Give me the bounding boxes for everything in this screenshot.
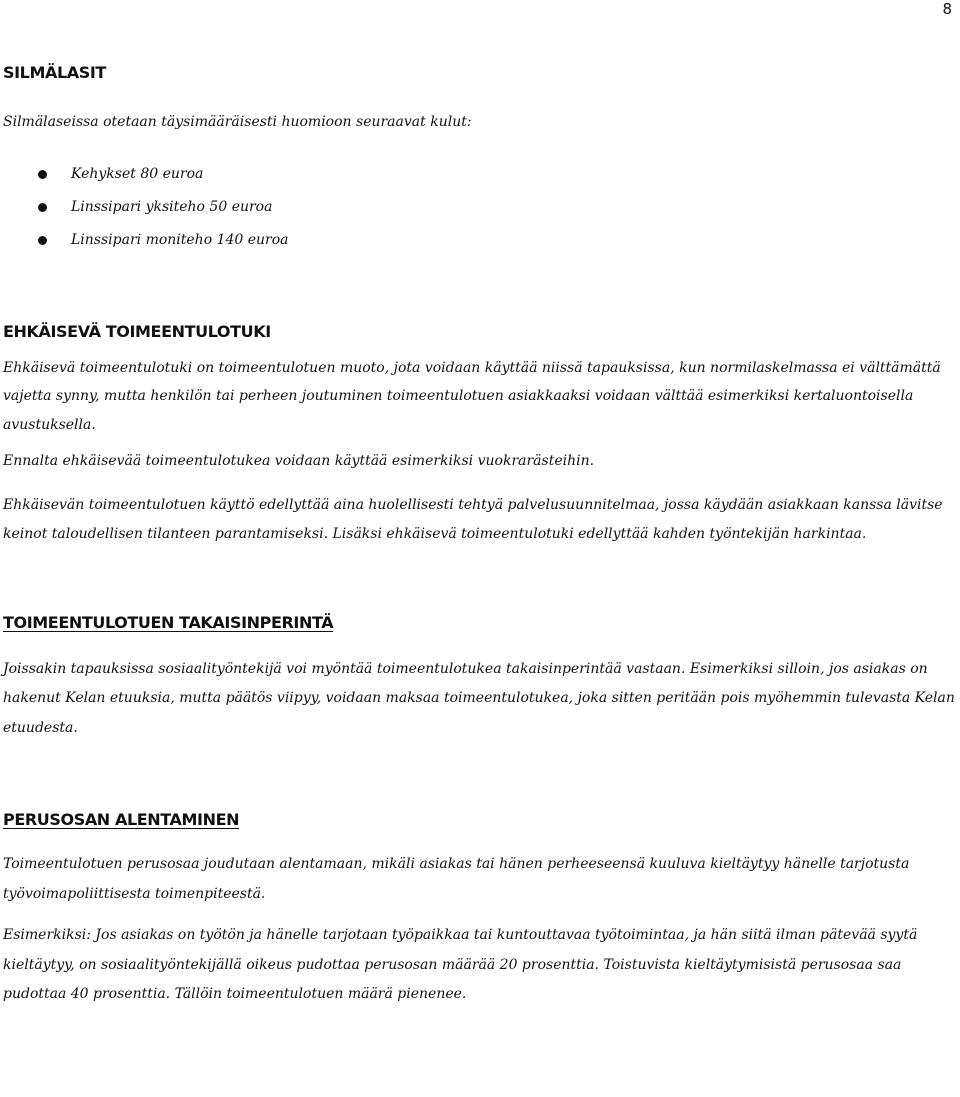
section-takaisinperinta	[3, 610, 955, 744]
silmalasit-list	[3, 158, 955, 257]
section-heading-ehkaiseva: EHKÄISEVÄ TOIMEENTULOTUKI	[3, 321, 271, 341]
section-perusosa	[3, 807, 955, 1010]
list-item	[3, 158, 955, 191]
list-item	[3, 191, 955, 224]
page-number: 8	[942, 0, 952, 18]
section-heading-takaisinperinta: TOIMEENTULOTUEN TAKAISINPERINTÄ	[3, 612, 334, 632]
ehkaiseva-paragraph: Ehkäisevä toimeentulotuki on toimeentulotuen muoto, jota voidaan käyttää niissä tapauksissa, kun normilaskelmassa ei välttämättä vajetta synny, mutta henkilön tai perheen joutuminen toimeentulotuen asiakkaaksi voidaan välttää esimerkiksi kertaluontoisella avustuksella.	[3, 359, 941, 433]
list-item-text: Kehykset 80 euroa	[71, 165, 204, 182]
list-item-text: Linssipari moniteho 140 euroa	[71, 231, 289, 248]
takaisinperinta-paragraph: Joissakin tapauksissa sosiaalityöntekijä voi myöntää toimeentulotukea takaisinperintää vastaan. Esimerkiksi silloin, jos asiakas on hakenut Kelan etuuksia, mutta päätös viipyy, voidaan maksaa toimeentulotukea, joka sitten peritään pois myöhemmin tulevasta Kelan etuudesta.	[3, 660, 955, 736]
section-heading-perusosa: PERUSOSAN ALENTAMINEN	[3, 810, 240, 829]
section-silmalasit	[3, 60, 955, 257]
document-body	[3, 60, 955, 1010]
perusosa-paragraph: Toimeentulotuen perusosaa joudutaan alentamaan, mikäli asiakas tai hänen perheeseensä kuuluva kieltäytyy hänelle tarjotusta työvoimapoliittisesta toimenpiteestä.	[3, 856, 910, 902]
bullet-icon	[38, 170, 47, 179]
bullet-icon	[38, 236, 47, 245]
ehkaiseva-paragraph: Ehkäisevän toimeentulotuen käyttö edellyttää aina huolellisesti tehtyä palvelusuunnitelmaa, jossa käydään asiakkaan kanssa lävitse keinot taloudellisen tilanteen parantamiseksi. Lisäksi ehkäisevä toimeentulotuki edellyttää kahden työntekijän harkintaa.	[3, 496, 943, 542]
silmalasit-intro: Silmälaseissa otetaan täysimääräisesti huomioon seuraavat kulut:	[3, 114, 472, 130]
list-item-text: Linssipari yksiteho 50 euroa	[71, 198, 273, 215]
bullet-icon	[38, 203, 47, 212]
section-heading-silmalasit: SILMÄLASIT	[3, 63, 106, 82]
section-ehkaiseva	[3, 319, 955, 550]
perusosa-paragraph: Esimerkiksi: Jos asiakas on työtön ja hänelle tarjotaan työpaikkaa tai kuntouttavaa työtoimintaa, ja hän siitä ilman pätevää syytä kieltäytyy, on sosiaalityöntekijällä oikeus pudottaa perusosan määrää 20 prosenttia. Toistuvista kieltäytymisistä perusosaa saa pudottaa 40 prosenttia. Tällöin toimeentulotuen määrä pienenee.	[3, 927, 918, 1002]
ehkaiseva-paragraph: Ennalta ehkäisevää toimeentulotukea voidaan käyttää esimerkiksi vuokrarästeihin.	[3, 453, 595, 469]
list-item	[3, 224, 955, 257]
